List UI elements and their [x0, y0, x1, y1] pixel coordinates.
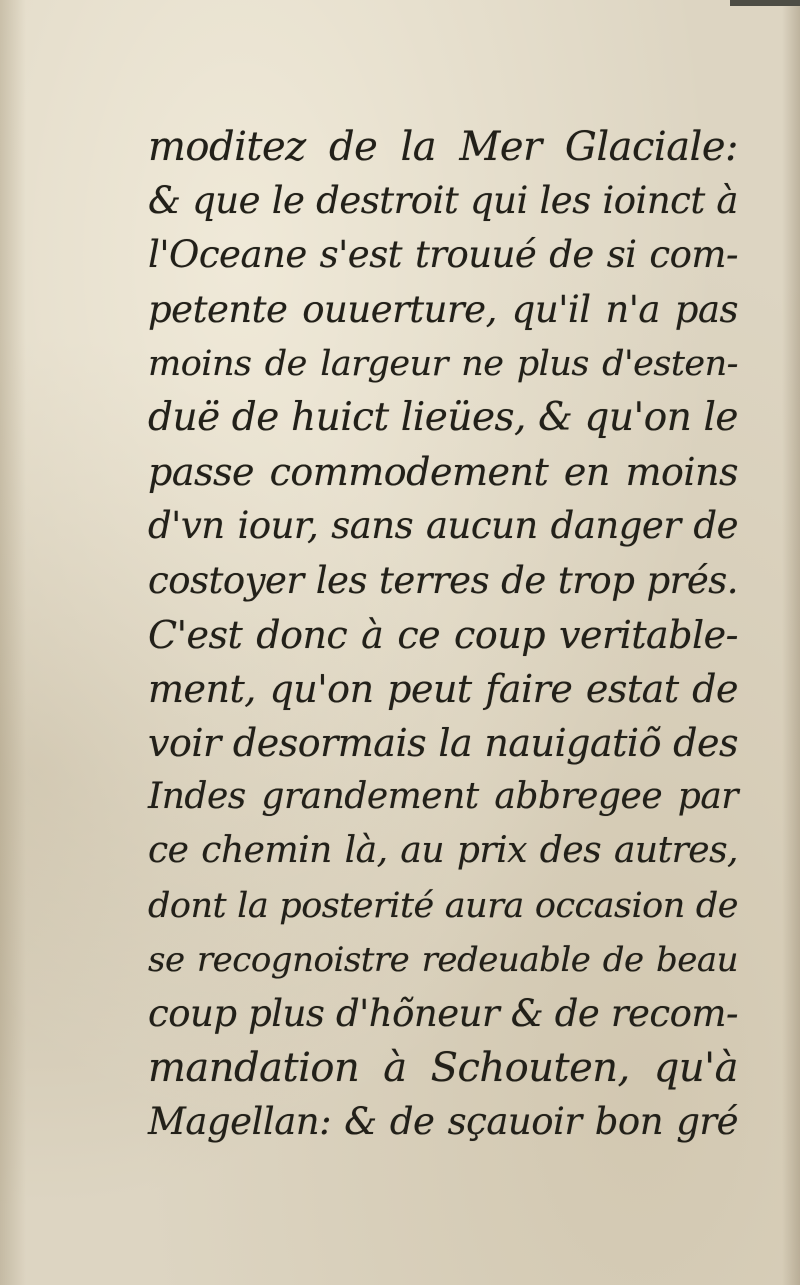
page-edge-shadow-right: [782, 0, 800, 1285]
body-text: [148, 120, 738, 1150]
text-line: & que le destroit qui les ioinct à: [148, 179, 738, 223]
text-line: ce chemin là, au prix des autres,: [148, 830, 738, 872]
text-line: se recognoistre redeuable de beau: [148, 939, 738, 980]
text-line: moins de largeur ne plus d'esten-: [148, 343, 738, 384]
text-line: ment, qu'on peut faire estat de: [148, 666, 738, 711]
text-line: dont la posterité aura occasion de: [148, 885, 738, 926]
text-line: duë de huict lieües, & qu'on le: [148, 394, 738, 440]
text-line: petente ouuerture, qu'il n'a pas: [148, 287, 738, 331]
text-line: passe commodement en moins: [148, 450, 738, 495]
text-line: d'vn iour, sans aucun danger de: [148, 504, 738, 548]
text-line: Indes grandement abbregee par: [148, 776, 738, 818]
text-line: C'est donc à ce coup veritable-: [148, 612, 738, 657]
text-line: mandation à Schouten, qu'à: [148, 1045, 738, 1092]
binding-mark: [730, 0, 800, 6]
text-line: l'Oceane s'est trouué de si com-: [148, 233, 738, 277]
text-line: costoyer les terres de trop prés.: [148, 558, 738, 602]
text-line: coup plus d'hõneur & de recom-: [148, 992, 738, 1035]
text-line: moditez de la Mer Glaciale:: [148, 124, 738, 170]
text-line: voir desormais la nauigatiõ des: [148, 721, 738, 766]
text-line: Magellan: & de sçauoir bon gré: [148, 1100, 738, 1144]
page-edge-shadow-left: [0, 0, 26, 1285]
